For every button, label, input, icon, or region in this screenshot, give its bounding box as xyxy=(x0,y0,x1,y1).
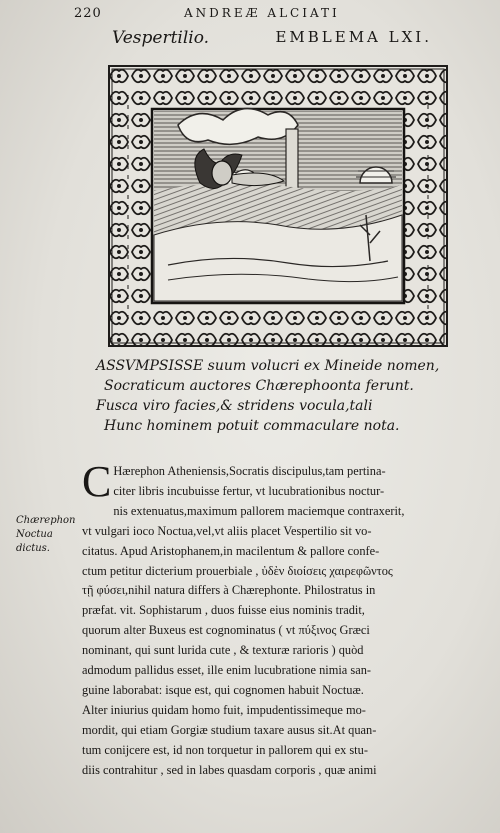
text-line: vt vulgari ioco Noctua,vel,vt aliis placet Vespertilio sit vo- xyxy=(82,523,372,538)
margin-note: Chærephon Noctua dictus. xyxy=(16,515,76,554)
commentary-text xyxy=(82,457,470,781)
text-line: Alter iniurius quidam homo fuit, impudentissimeque mo- xyxy=(82,702,366,717)
emblem-title xyxy=(112,28,432,50)
text-line: Hærephon Atheniensis,Socratis discipulus,tam pertina- xyxy=(113,464,386,478)
text-line: admodum pallidus esset, ille enim lucubratione nimia san- xyxy=(82,663,372,678)
emblem-number: EMBLEMA LXI. xyxy=(275,28,432,46)
text-line: præfat. vit. Sophistarum , duos fuisse eius nominis tradit, xyxy=(82,603,365,618)
text-line: quorum alter Buxeus est cognominatus ( vt πύξινος Græci xyxy=(82,623,370,638)
verse-line: ASSVMPSISSE suum volucri ex Mineide nomen, xyxy=(96,358,440,374)
emblem-verse xyxy=(96,356,476,436)
text-line: diis contrahitur , sed in labes quasdam corporis , quæ animi xyxy=(82,762,377,777)
text-line: guine laborabat: isque est, qui cognomen habuit Noctuæ. xyxy=(82,682,364,697)
verse-line: Fusca viro facies,& stridens vocula,tali xyxy=(96,398,373,414)
emblem-name: Vespertilio. xyxy=(112,28,210,48)
text-line: mordit, qui etiam Gorgiæ studium taxare ausus sit.At quan- xyxy=(82,722,377,737)
text-line: nominant, qui sunt lurida cute , & texturæ rarioris ) quòd xyxy=(82,643,364,658)
text-line: ctum petitur dicterium prouerbiale , ὐδὲν διοίσεις χαιρεφῶντος xyxy=(82,563,393,578)
drop-cap: C xyxy=(82,457,112,506)
woodcut-illustration xyxy=(108,65,448,347)
verse-line: Hunc hominem potuit commaculare nota. xyxy=(104,418,400,434)
text-line: nis extenuatus,maximum pallorem maciemque contraxerit, xyxy=(113,503,405,518)
text-line: τῇ φύσει,nihil natura differs à Chærephonte. Philostratus in xyxy=(82,583,376,598)
verse-line: Socraticum auctores Chærephoonta ferunt. xyxy=(104,378,414,394)
text-line: tum conijcere est, id non torquetur in pallorem qui ex stu- xyxy=(82,742,368,757)
text-line: citer libris incubuisse fertur, vt lucubrationibus noctur- xyxy=(113,483,385,498)
text-line: citatus. Apud Aristophanem,in macilentum & pallore confe- xyxy=(82,543,380,558)
page-header xyxy=(74,6,454,24)
page-number: 220 xyxy=(74,6,102,21)
running-head: ANDREÆ ALCIATI xyxy=(184,6,340,20)
